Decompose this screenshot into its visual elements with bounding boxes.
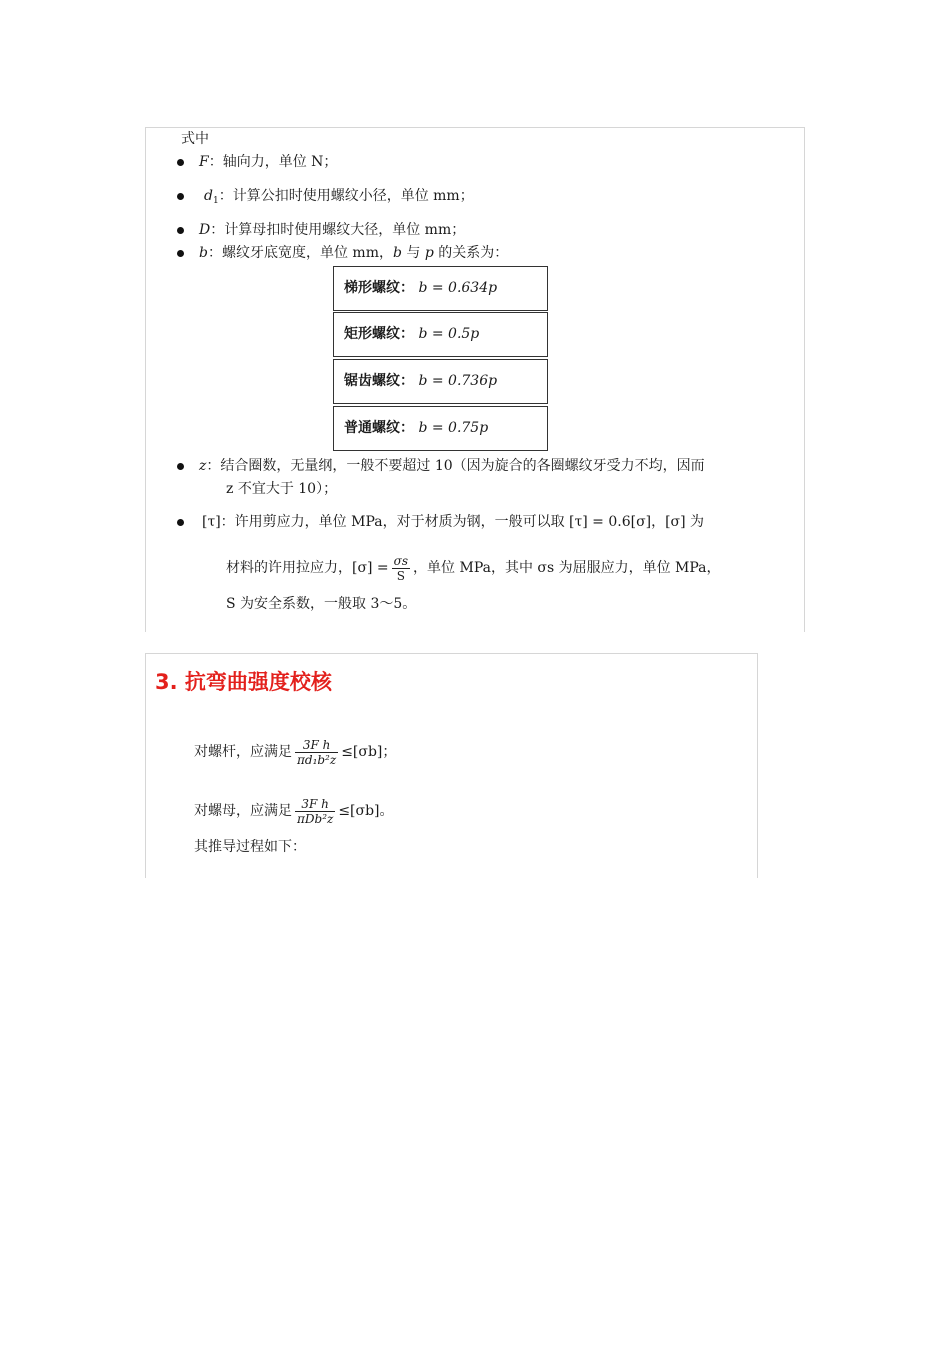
- tau-line2-b: ，单位 MPa，其中 σs 为屈服应力，单位 MPa，: [413, 560, 721, 576]
- item-tau-line2: [226, 550, 721, 586]
- symbol-p: p: [424, 245, 434, 261]
- item-d1: [204, 187, 474, 210]
- item-f: [199, 153, 337, 171]
- section-heading: 3. 抗弯曲强度校核: [155, 670, 332, 694]
- fraction-denominator: πDb²z: [297, 811, 334, 826]
- thread-formula: b = 0.5p: [418, 326, 480, 342]
- bullet-icon: [177, 463, 184, 470]
- nut-suffix: ≤[σb]。: [338, 803, 394, 819]
- fraction-numerator: 3F h: [295, 738, 338, 753]
- item-d1-text: ：计算公扣时使用螺纹小径，单位 mm；: [218, 188, 474, 204]
- fraction-numerator: σs: [393, 553, 409, 568]
- item-z-line2: z 不宜大于 10）；: [226, 481, 338, 497]
- nut-fraction: [295, 797, 335, 826]
- bullet-icon: [177, 250, 184, 257]
- formula-explanation-panel: [145, 127, 805, 632]
- symbol-big-d: D: [199, 222, 211, 238]
- nut-prefix: 对螺母，应满足: [194, 803, 292, 819]
- thread-row-common: [333, 406, 548, 451]
- thread-label: 锯齿螺纹：: [344, 373, 414, 389]
- item-z: [199, 457, 705, 475]
- symbol-f: F: [199, 154, 209, 170]
- bullet-icon: [177, 519, 184, 526]
- thread-row-trapezoidal: [333, 266, 548, 311]
- bullet-icon: [177, 193, 184, 200]
- item-b-text-b: 与: [401, 245, 425, 261]
- nut-condition: [194, 791, 394, 831]
- item-f-text: ：轴向力，单位 N；: [208, 154, 338, 170]
- thread-label: 矩形螺纹：: [344, 326, 414, 342]
- intro-text: 式中: [181, 131, 209, 147]
- screw-fraction: [295, 738, 338, 767]
- thread-label: 普通螺纹：: [344, 420, 414, 436]
- screw-prefix: 对螺杆，应满足: [194, 744, 292, 760]
- symbol-b: b: [199, 245, 208, 261]
- symbol-b-2: b: [392, 245, 402, 261]
- fraction-denominator: πd₁b²z: [297, 752, 337, 767]
- fraction-denominator: S: [396, 568, 405, 583]
- item-b-text-a: ：螺纹牙底宽度，单位 mm，: [207, 245, 393, 261]
- bending-strength-panel: [145, 653, 758, 878]
- derivation-text: 其推导过程如下：: [194, 839, 306, 855]
- thread-formula: b = 0.736p: [418, 373, 498, 389]
- item-z-line1: ：结合圈数，无量纲，一般不要超过 10（因为旋合的各圈螺纹牙受力不均，因而: [206, 458, 705, 474]
- thread-label: 梯形螺纹：: [344, 280, 414, 296]
- item-tau-line3: S 为安全系数，一般取 3～5。: [226, 596, 417, 612]
- screw-suffix: ≤[σb]；: [341, 744, 397, 760]
- symbol-d-sub: 1: [212, 196, 219, 206]
- item-tau-line1: [τ]：许用剪应力，单位 MPa，对于材质为钢，一般可以取 [τ] = 0.6[σ]，[σ] 为: [202, 514, 705, 530]
- thread-row-rectangular: [333, 312, 548, 357]
- bullet-icon: [177, 227, 184, 234]
- item-big-d: [199, 221, 465, 239]
- item-big-d-text: ：计算母扣时使用螺纹大径，单位 mm；: [210, 222, 466, 238]
- thread-formula: b = 0.634p: [418, 280, 498, 296]
- symbol-z: z: [199, 458, 207, 474]
- bullet-icon: [177, 159, 184, 166]
- symbol-d: d: [204, 188, 213, 204]
- thread-formula: b = 0.75p: [418, 420, 489, 436]
- thread-row-buttress: [333, 359, 548, 404]
- sigma-fraction: [392, 554, 410, 583]
- item-b: [199, 244, 508, 262]
- tau-line2-a: 材料的许用拉应力，[σ] =: [226, 560, 389, 576]
- fraction-numerator: 3F h: [295, 797, 335, 812]
- screw-condition: [194, 732, 396, 772]
- item-b-text-c: 的关系为：: [433, 245, 509, 261]
